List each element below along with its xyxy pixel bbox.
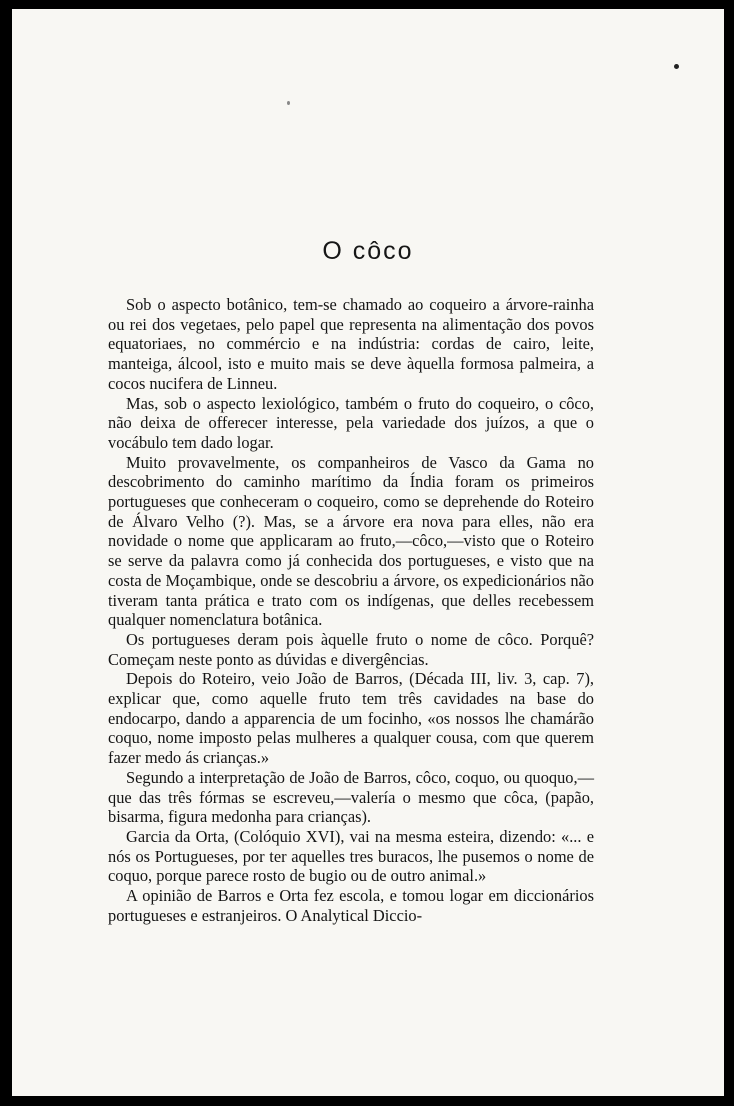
paragraph: Depois do Roteiro, veio João de Barros, (Década III, liv. 3, cap. 7), explicar que, como aquelle fruto tem três cavidades na base do endocarpo, dando a apparencia de um focinho, «os nossos lhe chamárão coquo, nome imposto pelas mulheres a qualquer cousa, com que querem fazer medo ás crianças.»: [108, 669, 594, 768]
document-body: [108, 295, 594, 926]
paragraph: Os portugueses deram pois àquelle fruto o nome de côco. Porquê? Começam neste ponto as dúvidas e divergências.: [108, 629, 594, 669]
ink-speck: [287, 101, 290, 105]
page-title: O côco: [322, 237, 414, 265]
paragraph: A opinião de Barros e Orta fez escola, e tomou logar em diccionários portugueses e estranjeiros. O Analytical Diccio-: [108, 886, 594, 925]
paragraph: Sob o aspecto botânico, tem-se chamado ao coqueiro a árvore-rainha ou rei dos vegetaes, pelo papel que representa na alimentação dos povos equatoriaes, no commércio e na indústria: cordas de cairo, leite, manteiga, álcool, isto e muito mais se deve àquella formosa palmeira, a cocos nucifera de Linneu.: [108, 295, 594, 393]
paragraph: Mas, sob o aspecto lexiológico, também o fruto do coqueiro, o côco, não deixa de offerecer interesse, pela variedade dos juízos, a que o vocábulo tem dado logar.: [108, 393, 594, 452]
paragraph: Muito provavelmente, os companheiros de Vasco da Gama no descobrimento do caminho marítimo da Índia foram os primeiros portugueses que conheceram o coqueiro, como se deprehende do Roteiro de Álvaro Velho (?). Mas, se a árvore era nova para elles, não era novidade o nome que applicaram ao fruto,—côco,—visto que o Roteiro se serve da palavra como já conhecida dos portugueses, e visto que na costa de Moçambique, onde se descobriu a árvore, os expedicionários não tiveram tanta prática e trato com os indígenas, que delles recebessem qualquer nomenclatura botânica.: [108, 452, 594, 630]
paragraph: Segundo a interpretação de João de Barros, côco, coquo, ou quoquo,—que das três fórmas se escreveu,—valería o mesmo que côca, (papão, bisarma, figura medonha para crianças).: [108, 767, 594, 827]
document-page: [12, 9, 724, 1096]
paragraph: Garcia da Orta, (Colóquio XVI), vai na mesma esteira, dizendo: «... e nós os Portugueses, por ter aquelles tres buracos, lhe pusemos o nome de coquo, porque parece rosto de bugio ou de outro animal.»: [108, 826, 594, 886]
ink-speck: [674, 64, 679, 69]
